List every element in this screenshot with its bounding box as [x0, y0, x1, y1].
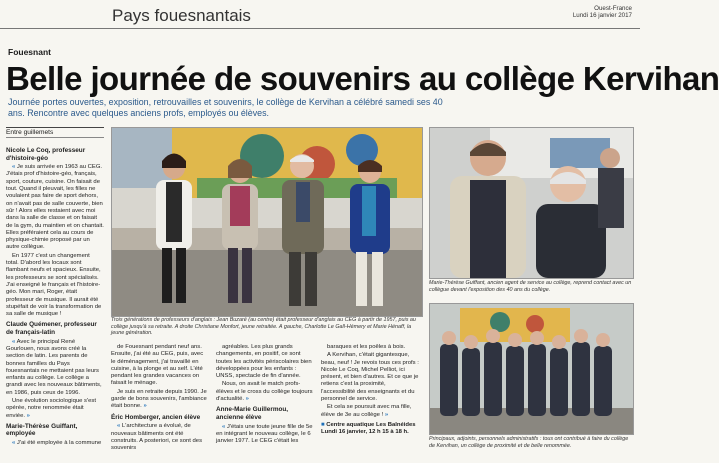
reunion-photo [430, 128, 633, 278]
main-photo [111, 127, 423, 317]
event-notice: ■ Centre aquatique Les Balnéides Lundi 16 janvier, 12 h 15 à 18 h. [321, 421, 416, 436]
main-photo-caption: Trois générations de professeurs d'anglais : Jean Buzaré (au centre) était professeur d'anglais au CEG à partir de 1957, puis au collège jusqu'à sa retraite. A droite Christiane Monfort, jeune retraitée. A gauche, Charlotte Le Gall-Hémery et Marie Hénaff, la jeune génération. [111, 317, 416, 337]
headline: Belle journée de souvenirs au collège Kervihan [6, 60, 719, 97]
lead-paragraph: Journée portes ouvertes, exposition, retrouvailles et souvenirs, le collège de Kervihan a célébré samedi ses 40 ans. Rencontre avec quelques anciens profs, employés ou élèves. [8, 97, 443, 118]
issue-date: Lundi 16 janvier 2017 [572, 12, 632, 19]
column-1: Nicole Le Coq, professeur d'histoire-géo « Je suis arrivée en 1963 au CEG. J'étais prof d'histoire-géo, français, sport, couture, cuisine. On faisait de tout. Quand il pleuvait, les filles ne voulaient pas faire de sport dehors, on n'avait pas de salle couverte, bien sûr ! Alors elles restaient avec moi dans la salle de classe et on faisait de la gym, du maintien et on chantait. Elles préféraient cela au cours de physique-chimie proposé par un autre collègue. En 1977 c'est un changement total. D'abord les locaux sont flambant neufs et spacieux. Ensuite, les professeurs se sont spécialisés. J'ai enseigné le français et l'histoire-géo. Mon mari, Roger, était professeur de musique. Il aurait été stupéfait de voir la transformation de sa salle de musique ! Claude Quémener, professeur de français-latin « Avec le principal René Gourlouen, nous avons créé la section de latin. Les parents de bonnes familles du Pays fouesnantais ne mettaient pas leurs enfants au collège. Le collège a grandi avec les nouveaux bâtiments, en 1986, puis ceux de 1996. Une évolution sociologique s'est opérée, notre renommée était enviée. » Marie-Thérèse Guiffant, employée « J'ai été employée à la commune [6, 147, 104, 447]
quote-paragraph: J'ai été employée à la commune [16, 440, 102, 447]
quote-paragraph: L'architecture a évolué, de nouveaux bâtiments ont été construits. A posteriori, ce sont des souvenirs [111, 423, 203, 452]
quote-paragraph: Je suis en retraite depuis 1990. Je garde de bons souvenirs, l'ambiance était bonne. [111, 388, 207, 410]
staff-group-photo [430, 304, 633, 434]
speaker-name: Marie-Thérèse Guiffant, employée [6, 422, 78, 438]
header-rule [0, 28, 640, 29]
quote-paragraph: Nous, on avait le match profs-élèves et le cross du collège toujours d'actualité. [216, 381, 313, 403]
quote-paragraph: Je suis arrivée en 1963 au CEG. J'étais prof d'histoire-géo, français, sport, couture, cuisine. On faisait de tout. Quand il pleuvait, les filles ne voulaient pas faire de sport dehors, on n'avait pas de salle couverte, bien sûr ! Alors elles restaient avec moi dans la salle de classe et on faisait de la gym, du maintien et on chantait. Elles préféraient cela au cours de physique-chimie proposé par un autre collègue. [6, 164, 104, 251]
quote-paragraph: baraques et les poêles à bois. [327, 344, 406, 350]
quote-paragraph: agréables. Les plus grands changements, en positif, ce sont toutes les activités périscolaires bien développées pour les enfants : UNSS, spectacle de fin d'année. [216, 344, 312, 380]
quote-paragraph: En 1977 c'est un changement total. D'abord les locaux sont flambant neufs et spacieux. Ensuite, les professeurs se sont spécialisés. J'ai enseigné le français et l'histoire-géo. Mon mari, Roger, était professeur de musique. Il aurait été stupéfait de voir la transformation de sa salle de musique ! [6, 252, 102, 318]
quote-paragraph: A Kervihan, c'était gigantesque, beau, neuf ! Je revois tous ces profs : Nicole Le Coq, Michel Pelliot, ici présent, et bien d'autres. Et ce que je retiens c'est la proximité, l'accessibilité des enseignants et du personnel de service. [321, 352, 419, 403]
quote-paragraph: Avec le principal René Gourlouen, nous avons créé la section de latin. Les parents de bonnes familles du Pays fouesnantais ne mettaient pas leurs enfants au collège. Le collège a grandi avec les nouveaux bâtiments, en 1986, puis ceux de 1996. [6, 338, 102, 396]
newspaper-name: Ouest-France [594, 5, 632, 12]
locality-label: Fouesnant [8, 47, 51, 57]
event-title: Centre aquatique Les Balnéides [326, 421, 416, 428]
speaker-name: Nicole Le Coq, professeur d'histoire-géo [6, 147, 86, 162]
right-bottom-caption: Principaux, adjoints, personnels administratifs : tous ont contribué à faire du collège de Kervihan, un collège de proximité et de belle renommée. [429, 436, 629, 449]
teachers-group-photo [112, 128, 422, 316]
speaker-name: Éric Homberger, ancien élève [111, 413, 201, 421]
right-top-photo [429, 127, 634, 279]
quote-paragraph: de Fouesnant pendant neuf ans. Ensuite, j'ai été au CEG, puis, avec le déménagement, j'ai travaillé en cuisine, à la plonge et au self. L'été pendant les grandes vacances on faisait le ménage. [111, 344, 204, 387]
column-3: agréables. Les plus grands changements, en positif, ce sont toutes les activités périscolaires bien développées pour les enfants : UNSS, spectacle de fin d'année. Nous, on avait le match profs-élèves et le cross du collège toujours d'actualité. » Anne-Marie Guillermou, ancienne élève « J'étais une toute jeune fille de 5e en intégrant le nouveau collège, le 6 janvier 1977. Le CEG c'était les [216, 344, 313, 445]
section-title: Pays fouesnantais [112, 6, 251, 25]
speaker-name: Anne-Marie Guillermou, ancienne élève [216, 406, 289, 421]
newspaper-masthead [512, 5, 632, 19]
quote-paragraph: J'étais une toute jeune fille de 5e en intégrant le nouveau collège, le 6 janvier 1977. Le CEG c'était les [216, 423, 313, 445]
quote-paragraph: Une évolution sociologique s'est opérée, notre renommée était enviée. [6, 397, 96, 419]
column-2: de Fouesnant pendant neuf ans. Ensuite, j'ai été au CEG, puis, avec le déménagement, j'ai travaillé en cuisine, à la plonge et au self. L'été pendant les grandes vacances on faisait le ménage. Je suis en retraite depuis 1990. Je garde de bons souvenirs, l'ambiance était bonne. » Éric Homberger, ancien élève « L'architecture a évolué, de nouveaux bâtiments ont été construits. A posteriori, ce sont des souvenirs [111, 344, 209, 453]
right-top-caption: Marie-Thérèse Guiffant, ancien agent de service au collège, reprend contact avec un collègue devant l'exposition des 40 ans du collège. [429, 280, 632, 293]
quotes-box-title: Entre guillemets [6, 127, 104, 138]
right-bottom-photo [429, 303, 634, 435]
speaker-name: Claude Quémener, professeur de français-latin [6, 321, 97, 337]
quote-paragraph: Et cela se poursuit avec ma fille, élève de 3e au collège ! [321, 404, 412, 418]
column-4: baraques et les poêles à bois. A Kervihan, c'était gigantesque, beau, neuf ! Je revois tous ces profs : Nicole Le Coq, Michel Pelliot, ici présent, et bien d'autres. Et ce que je retiens c'est la proximité, l'accessibilité des enseignants et du personnel de service. Et cela se poursuit avec ma fille, élève de 3e au collège ! » ■ Centre aquatique Les Balnéides Lundi 16 janvier, 12 h 15 à 18 h. [321, 344, 421, 437]
event-time: Lundi 16 janvier, 12 h 15 à 18 h. [321, 429, 409, 436]
